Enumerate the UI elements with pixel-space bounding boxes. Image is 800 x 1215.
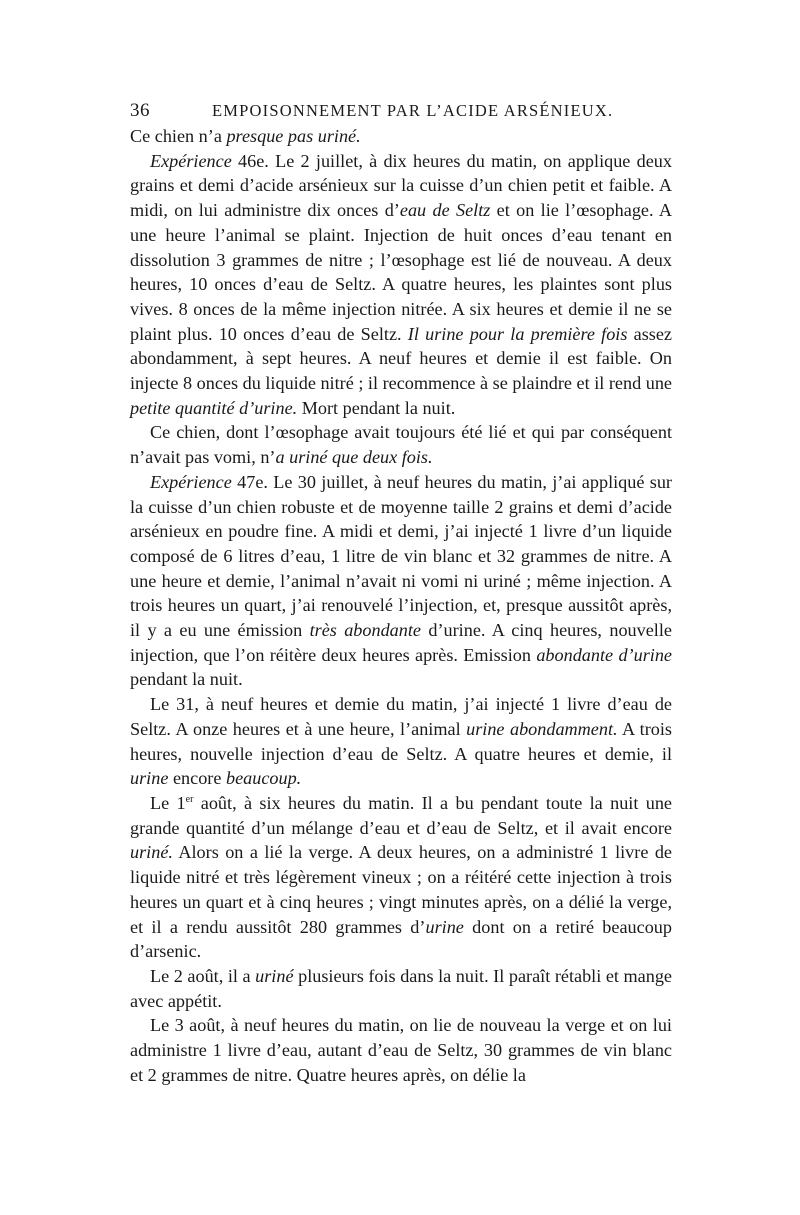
italic-text: beaucoup. bbox=[225, 768, 302, 789]
italic-text: Expérience bbox=[150, 471, 232, 492]
text-run: dont on a retiré beaucoup d’arsenic. bbox=[130, 916, 672, 962]
text-run: pendant la nuit. bbox=[130, 669, 243, 690]
paragraph bbox=[130, 470, 672, 692]
italic-text: urine bbox=[130, 768, 169, 789]
paragraph bbox=[130, 791, 672, 964]
text-run: 47e. Le 30 juillet, à neuf heures du matin, j’ai appliqué sur la cuisse d’un chien robuste et de moyenne taille 2 grains et demi d’acide arsénieux en poudre fine. A midi et demi, j’ai injecté 1 livre d’un liquide composé de 6 litres d’eau, 1 litre de vin blanc et 32 grammes de nitre. A une heure et demie, l’animal n’avait ni vomi ni uriné ; même injection. A trois heures un quart, j’ai renouvelé l’injection, et, presque aussitôt après, il y a eu une émission bbox=[130, 471, 672, 641]
text-run: encore bbox=[168, 768, 226, 789]
italic-text: très abondante bbox=[309, 620, 421, 641]
italic-text: urine bbox=[425, 916, 464, 937]
body-text bbox=[130, 124, 672, 1087]
text-run: assez abondamment, à sept heures. A neuf heures et demie il est faible. On injecte 8 onces du liquide nitré ; il recommence à se plaindre et il rend une bbox=[130, 323, 673, 394]
text-run: Le 31, à neuf heures et demie du matin, j’ai injecté 1 livre d’eau de Seltz. A onze heures et à une heure, l’animal bbox=[130, 694, 672, 739]
italic-text: abondante d’urine bbox=[536, 644, 672, 665]
italic-text: Expérience bbox=[150, 150, 232, 171]
text-run: d’urine. A cinq heures, nouvelle injection, que l’on réitère deux heures après. Emission bbox=[130, 620, 672, 665]
paragraph bbox=[130, 692, 672, 791]
italic-text: uriné. bbox=[130, 842, 173, 863]
text-run: A trois heures, nouvelle injection d’eau de Seltz. A quatre heures et demie, il bbox=[130, 718, 672, 764]
italic-text: uriné bbox=[255, 965, 294, 986]
superscript-text: er bbox=[185, 793, 194, 805]
text-run: août, à six heures du matin. Il a bu pendant toute la nuit une grande quantité d’un mélange d’eau et d’eau de Seltz, et il avait encore bbox=[130, 792, 672, 838]
italic-text: presque pas uriné. bbox=[226, 126, 361, 146]
text-run: Le 1 bbox=[150, 792, 186, 813]
text-run: 46e. Le 2 juillet, à dix heures du matin, on applique deux grains et demi d’acide arsénieux sur la cuisse d’un chien petit et faible. A midi, on lui administre dix onces d’ bbox=[130, 150, 672, 221]
italic-text: a uriné que deux fois. bbox=[275, 447, 433, 468]
text-run: Ce chien n’a bbox=[130, 126, 227, 146]
italic-text: Il urine pour la première fois bbox=[407, 323, 628, 344]
italic-text: eau de Seltz bbox=[399, 200, 491, 221]
text-run: Mort pendant la nuit. bbox=[297, 397, 456, 418]
paragraph bbox=[130, 420, 672, 469]
text-run: Alors on a lié la verge. A deux heures, on a administré 1 livre de liquide nitré et très légèrement vineux ; on a réitéré cette injection à trois heures un quart et à cinq heures ; vingt minutes après, on a délié la verge, et il a rendu aussitôt 280 grammes d’ bbox=[130, 842, 672, 937]
text-run: Ce chien, dont l’œsophage avait toujours été lié et qui par conséquent n’avait pas vomi, n’ bbox=[130, 422, 672, 468]
text-run: et on lie l’œsophage. A une heure l’animal se plaint. Injection de huit onces d’eau tenant en dissolution 3 grammes de nitre ; l’œsophage est lié de nouveau. A deux heures, 10 onces d’eau de Seltz. A quatre heures, les plaintes sont plus vives. 8 onces de la même injection nitrée. A six heures et demie il ne se plaint plus. 10 onces d’eau de Seltz. bbox=[130, 200, 673, 344]
running-title: EMPOISONNEMENT PAR L’ACIDE ARSÉNIEUX. bbox=[212, 101, 614, 120]
paragraph bbox=[130, 964, 672, 1013]
text-run: Le 2 août, il a bbox=[150, 965, 256, 986]
italic-text: urine abondamment. bbox=[466, 718, 618, 739]
paragraph bbox=[130, 124, 672, 149]
page-header bbox=[130, 100, 690, 122]
text-run: plusieurs fois dans la nuit. Il paraît rétabli et mange avec appétit. bbox=[130, 965, 672, 1011]
paragraph bbox=[130, 149, 672, 421]
paragraph bbox=[130, 1013, 672, 1087]
text-run: Le 3 août, à neuf heures du matin, on lie de nouveau la verge et on lui administre 1 livre d’eau, autant d’eau de Seltz, 30 grammes de vin blanc et 2 grammes de nitre. Quatre heures après, on délie la bbox=[130, 1015, 672, 1085]
page-number: 36 bbox=[130, 100, 150, 121]
italic-text: petite quantité d’urine. bbox=[130, 397, 298, 418]
